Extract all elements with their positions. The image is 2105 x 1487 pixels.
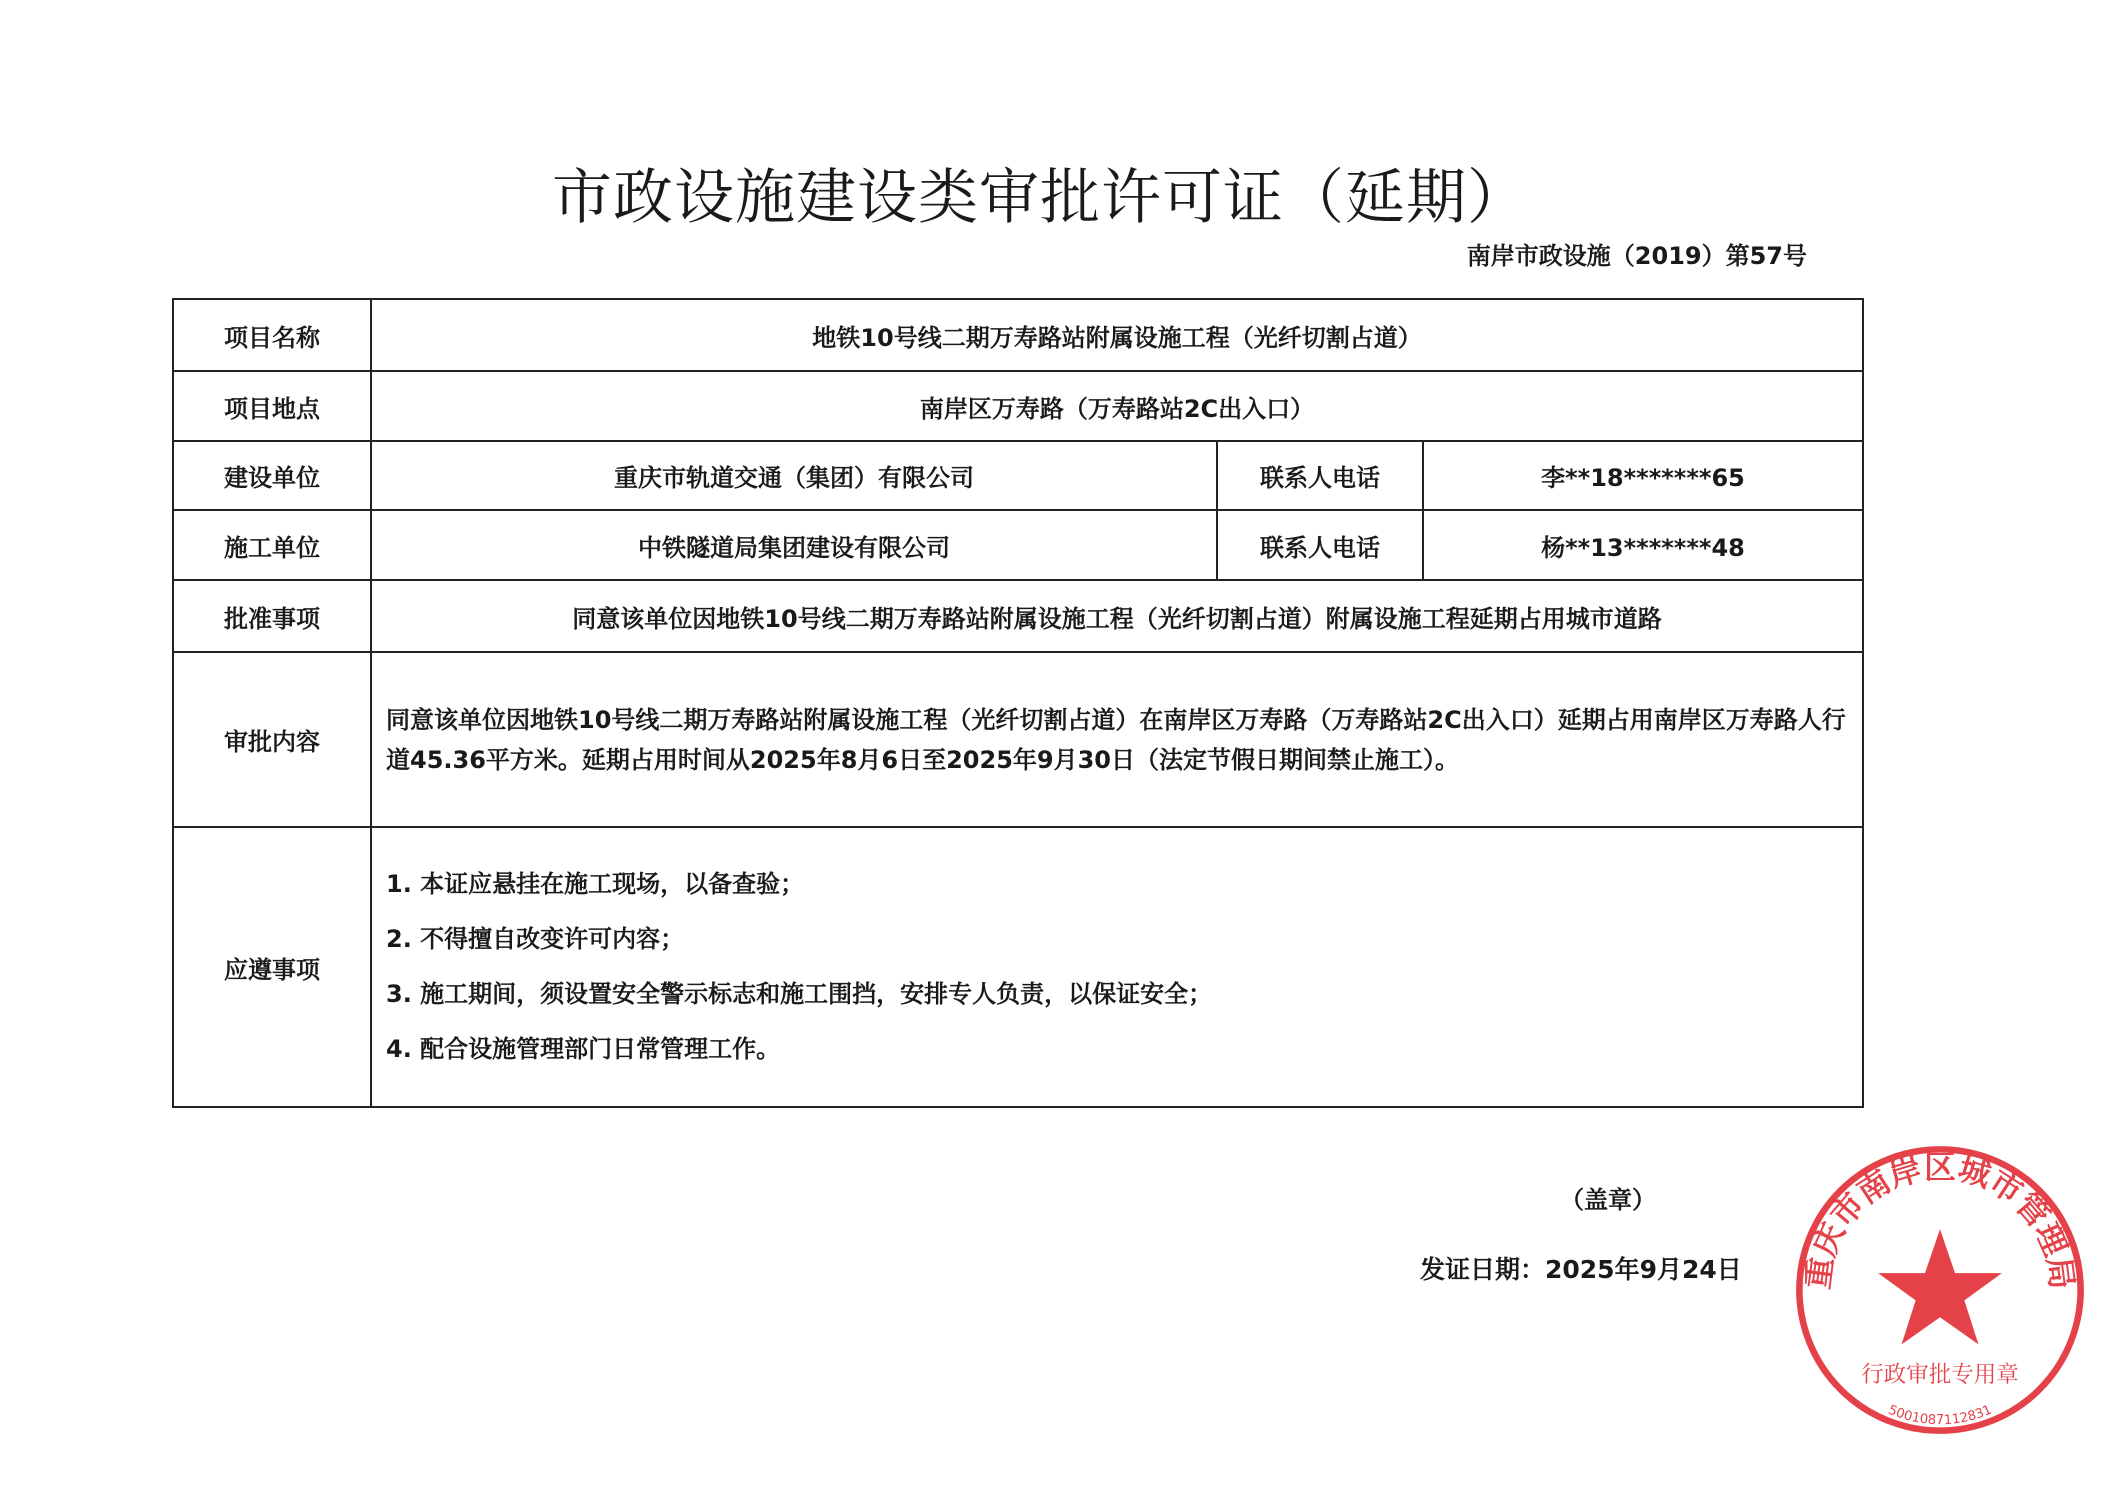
value: 重庆市轨道交通（集团）有限公司 [371, 441, 1217, 510]
permit-table [172, 298, 1864, 1108]
row-constructor [173, 510, 1863, 580]
official-seal-icon [1790, 1140, 2090, 1440]
row-approval-content [173, 652, 1863, 827]
value: 同意该单位因地铁10号线二期万寿路站附属设施工程（光纤切割占道）在南岸区万寿路（万寿路站2C出入口）延期占用南岸区万寿路人行道45.36平方米。延期占用时间从2025年8月6日至2025年9月30日（法定节假日期间禁止施工）。 [371, 652, 1863, 827]
row-rules [173, 827, 1863, 1107]
rule-item: 2. 不得擅自改变许可内容； [386, 925, 685, 953]
row-approval-item [173, 580, 1863, 652]
contact-value: 李**18*******65 [1423, 441, 1863, 510]
label: 审批内容 [173, 652, 371, 827]
value: 中铁隧道局集团建设有限公司 [371, 510, 1217, 580]
contact-label: 联系人电话 [1217, 510, 1423, 580]
value: 同意该单位因地铁10号线二期万寿路站附属设施工程（光纤切割占道）附属设施工程延期占用城市道路 [371, 580, 1863, 652]
row-project-location [173, 371, 1863, 441]
row-project-name [173, 299, 1863, 371]
row-builder [173, 441, 1863, 510]
contact-value: 杨**13*******48 [1423, 510, 1863, 580]
label: 施工单位 [173, 510, 371, 580]
rule-item: 1. 本证应悬挂在施工现场，以备查验； [386, 870, 805, 898]
seal-note: （盖章） [1560, 1186, 1656, 1214]
label: 项目地点 [173, 371, 371, 441]
document-title: 市政设施建设类审批许可证（延期） [552, 163, 1528, 233]
contact-label: 联系人电话 [1217, 441, 1423, 510]
rules-list [371, 827, 1863, 1107]
rule-item: 4. 配合设施管理部门日常管理工作。 [386, 1035, 781, 1063]
label: 批准事项 [173, 580, 371, 652]
issue-date: 发证日期：2025年9月24日 [1420, 1255, 1742, 1284]
document-number: 南岸市政设施（2019）第57号 [1466, 242, 1807, 270]
seal-purpose-text: 行政审批专用章 [1861, 1361, 2019, 1388]
value: 地铁10号线二期万寿路站附属设施工程（光纤切割占道） [371, 299, 1863, 371]
label: 应遵事项 [173, 827, 371, 1107]
value: 南岸区万寿路（万寿路站2C出入口） [371, 371, 1863, 441]
seal-code-text: 5001087112831 [1885, 1402, 1995, 1429]
seal-org-text: 重庆市南岸区城市管理局 [1798, 1148, 2082, 1292]
rule-item: 3. 施工期间，须设置安全警示标志和施工围挡，安排专人负责，以保证安全； [386, 980, 1213, 1008]
label: 建设单位 [173, 441, 371, 510]
label: 项目名称 [173, 299, 371, 371]
